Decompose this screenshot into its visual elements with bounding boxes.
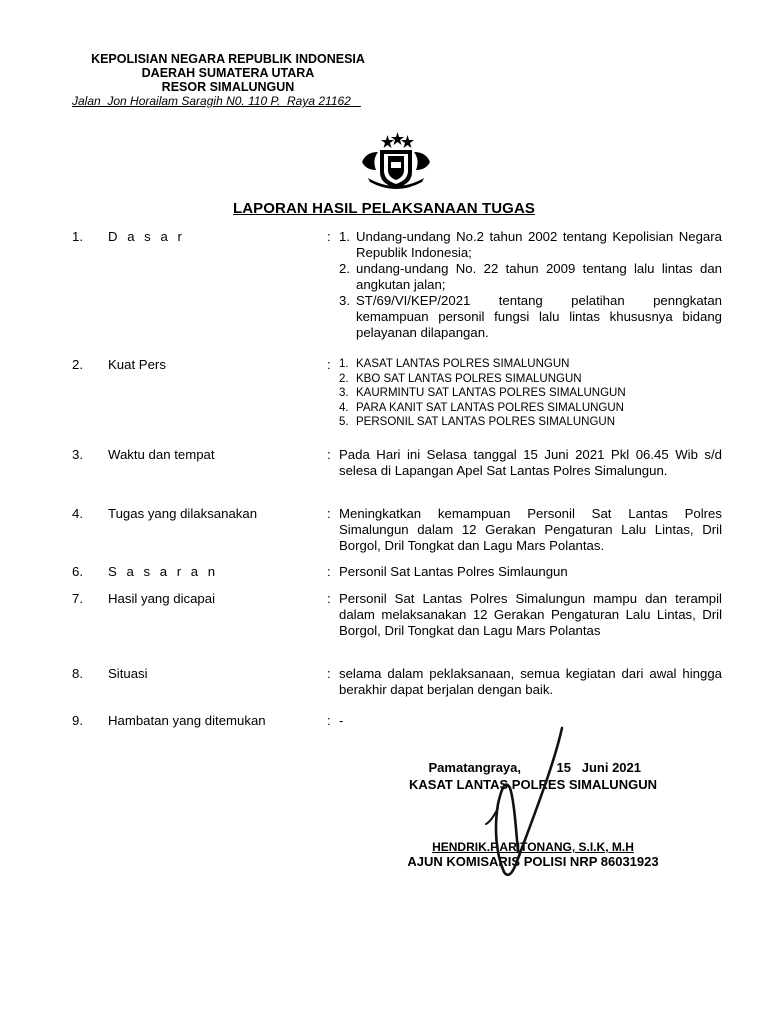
sub-item-number: 3. xyxy=(339,387,349,400)
item-colon: : xyxy=(327,713,331,728)
sub-item-text: Undang-undang No.2 tahun 2002 tentang Kepolisian Negara Republik Indonesia; xyxy=(356,229,722,260)
sub-item-text: KASAT LANTAS POLRES SIMALUNGUN xyxy=(356,358,570,370)
item-label: Situasi xyxy=(108,666,148,681)
item-number: 9. xyxy=(72,713,83,728)
item-label: Hambatan yang ditemukan xyxy=(108,713,266,728)
sub-item-text: undang-undang No. 22 tahun 2009 tentang lalu lintas dan angkutan jalan; xyxy=(356,261,722,292)
item-number: 3. xyxy=(72,447,83,462)
item-label: Tugas yang dilaksanakan xyxy=(108,506,258,521)
item-colon: : xyxy=(327,564,331,579)
sub-item xyxy=(339,372,722,387)
item-colon: : xyxy=(327,591,331,606)
item-number: 1. xyxy=(72,229,83,244)
signature-month-year: Juni 2021 xyxy=(581,760,641,775)
sub-item xyxy=(339,386,722,401)
signatory-position: KASAT LANTAS POLRES SIMALUNGUN xyxy=(409,777,657,792)
item-value: selama dalam peklaksanaan, semua kegiatan dari awal hingga berakhir dapat berjalan dengan baik. xyxy=(339,666,722,697)
signature-day: 15 xyxy=(556,760,571,775)
sub-item-number: 2. xyxy=(339,261,350,276)
police-emblem-icon xyxy=(358,132,434,192)
item-value xyxy=(339,229,722,341)
sub-item-number: 2. xyxy=(339,372,349,385)
resort-name: RESOR SIMALUNGUN xyxy=(161,80,295,94)
sub-item xyxy=(339,293,722,341)
item-label: Kuat Pers xyxy=(108,357,166,372)
handwritten-signature xyxy=(470,724,580,880)
sub-item-text: PARA KANIT SAT LANTAS POLRES SIMALUNGUN xyxy=(356,401,624,414)
sub-item-text: KBO SAT LANTAS POLRES SIMALUNGUN xyxy=(356,372,582,385)
sub-item-number: 5. xyxy=(339,416,349,429)
item-number: 7. xyxy=(72,591,83,606)
sub-item xyxy=(339,229,722,261)
signature-city: Pamatangraya, xyxy=(428,760,521,775)
item-label: D a s a r xyxy=(108,229,185,244)
item-colon: : xyxy=(327,506,331,521)
item-number: 2. xyxy=(72,357,83,372)
document-title: LAPORAN HASIL PELAKSANAAN TUGAS xyxy=(232,200,535,217)
item-value: Meningkatkan kemampuan Personil Sat Lantas Polres Simalungun dalam 12 Gerakan Pengaturan Lalu Lintas, Dril Borgol, Dril Tongkat dan Lagu Mars Polantas. xyxy=(339,506,722,553)
sub-item-number: 3. xyxy=(339,293,350,308)
item-number: 4. xyxy=(72,506,83,521)
sub-item xyxy=(339,357,722,372)
item-label: S a s a r a n xyxy=(108,564,219,579)
item-value xyxy=(339,357,722,430)
region-name: DAERAH SUMATERA UTARA xyxy=(141,66,315,80)
signatory-rank: AJUN KOMISARIS POLISI NRP 86031923 xyxy=(407,854,659,869)
item-number: 6. xyxy=(72,564,83,579)
letterhead xyxy=(72,52,384,108)
sub-item xyxy=(339,401,722,416)
signatory-name: HENDRIK.F.ARITONANG, S.I.K, M.H xyxy=(432,840,634,854)
item-colon: : xyxy=(327,447,331,462)
item-label: Hasil yang dicapai xyxy=(108,591,216,606)
item-value: Personil Sat Lantas Polres Simalungun mampu dan terampil dalam melaksanakan 12 Gerakan Pengaturan Lalu Lintas, Dril Borgol, Dril Tongkat dan Lagu Mars Polantas xyxy=(339,591,722,638)
item-value: Pada Hari ini Selasa tanggal 15 Juni 2021 Pkl 06.45 Wib s/d selesa di Lapangan Apel Sat Lantas Polres Simalungun. xyxy=(339,447,722,478)
sub-item xyxy=(339,415,722,430)
sub-item-text: ST/69/VI/KEP/2021 tentang pelatihan penngkatan kemampuan personil fungsi lalu lintas khususnya bidang pelayanan dilapangan. xyxy=(356,293,722,340)
sub-item-text: PERSONIL SAT LANTAS POLRES SIMALUNGUN xyxy=(356,416,616,429)
item-value: - xyxy=(339,713,344,728)
item-value: Personil Sat Lantas Polres Simlaungun xyxy=(339,564,568,579)
sub-item-number: 4. xyxy=(339,401,349,414)
item-colon: : xyxy=(327,229,331,244)
item-colon: : xyxy=(327,357,331,372)
item-colon: : xyxy=(327,666,331,681)
sub-item xyxy=(339,261,722,293)
address-line: Jalan Jon Horailam Saragih N0. 110 P. Raya 21162 xyxy=(72,94,361,108)
institution-name: KEPOLISIAN NEGARA REPUBLIK INDONESIA xyxy=(91,52,365,66)
sub-item-number: 1. xyxy=(339,229,350,244)
sub-item-text: KAURMINTU SAT LANTAS POLRES SIMALUNGUN xyxy=(356,387,626,400)
item-label: Waktu dan tempat xyxy=(108,447,215,462)
sub-item-number: 1. xyxy=(339,358,349,370)
item-number: 8. xyxy=(72,666,83,681)
